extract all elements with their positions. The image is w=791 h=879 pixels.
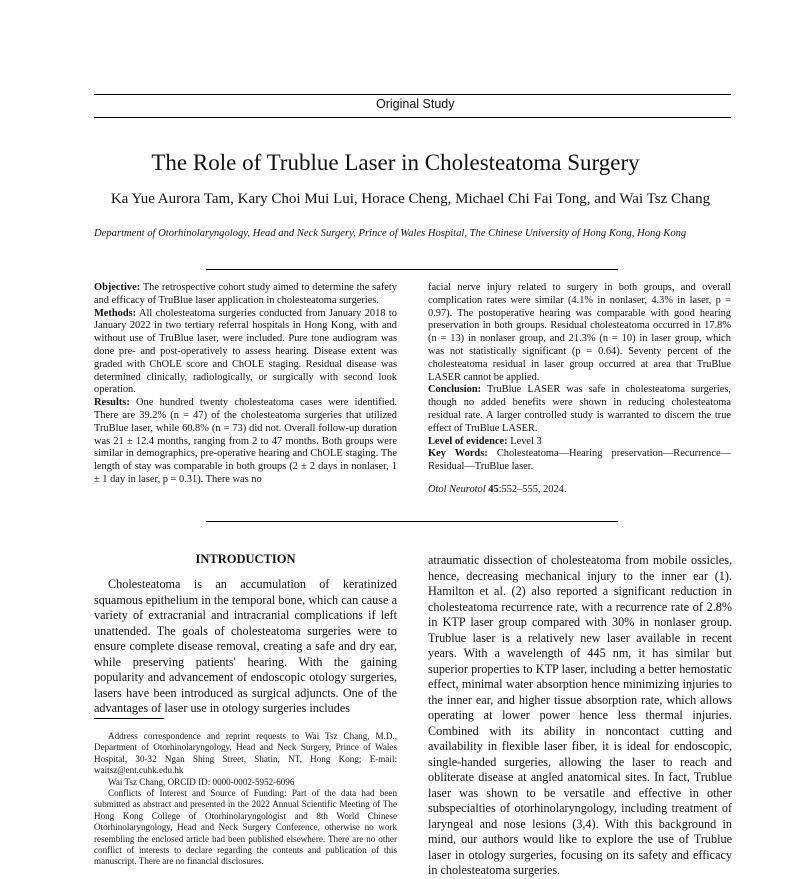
citation [428,484,731,497]
keywords-label: Key Words: [428,448,488,460]
introduction-left-column [94,577,397,717]
article-title: The Role of Trublue Laser in Cholesteatoma Surgery [151,150,640,175]
methods-label: Methods: [94,307,137,319]
intro-paragraph-left: Cholesteatoma is an accumulation of keratinized squamous epithelium in the temporal bone, which can cause a variety of extracranial and intracranial complications if left unattended. The goals of cholesteatoma surgeries were to ensure complete disease removal, creating a safe and dry ear, while preserving patients' hearing. With the gaining popularity and advancement of endoscopic otology surgeries, lasers have been introduced as surgical adjuncts. One of the advantages of laser use in otology surgeries includes [94,577,397,715]
results-text: One hundred twenty cholesteatoma cases were identified. There are 39.2% (n = 47) of the cholesteatoma surgeries that utilized TruBlue laser, while 60.8% (n = 73) did not. Overall follow-up duration was 21 ± 12.4 months, ranging from 2 to 47 months. Both groups were similar in demographics, pre-operative hearing and ChOLE staging. The length of stay was comparable in both groups (2 ± 2 days in nonlaser, 1 ± 1 day in laser, p = 0.31). There was no [94,397,397,485]
methods-text: All cholesteatoma surgeries conducted from January 2018 to January 2022 in two tertiary referral hospitals in Hong Kong, with and without use of TruBlue laser, were included. Pure tone audiogram was done pre- and post-operatively to assess hearing. Disease extent was graded with ChOLE score and ChOLE staging. Residual disease was determined clinically, radiologically, or surgically with second look operation. [94,307,397,396]
abstract-conclusion [428,384,731,435]
abstract-top-rule [206,269,618,270]
introduction-right-column [428,553,732,879]
abstract-keywords [428,448,731,474]
abstract-objective [94,282,397,308]
level-label: Level of evidence: [428,435,508,447]
results-label: Results: [94,397,130,409]
section-label: Original Study [376,97,455,111]
abstract-level [428,436,731,449]
abstract-right-column [428,282,731,497]
objective-label: Objective: [94,282,141,293]
abstract-bottom-rule [206,521,618,522]
footnote-rule [94,718,164,719]
orcid-note: Wai Tsz Chang, ORCID ID: 0000-0002-5952-6096 [108,776,295,787]
abstract-left-column [94,282,397,487]
correspondence-note: Address correspondence and reprint requests to Wai Tsz Chang, M.D., Department of Otorhinolaryngology, Head and Neck Surgery, Prince of Wales Hospital, 30-32 Ngan Shing Street, Shatin, NT, Hong Kong; E-mail: waitsz@ent.cuhk.edu.hk [94,731,397,776]
header-rule [94,94,731,95]
author-list: Ka Yue Aurora Tam, Kary Choi Mui Lui, Horace Cheng, Michael Chi Fai Tong, and Wai Tsz Chang [110,191,711,207]
intro-paragraph-right: atraumatic dissection of cholesteatoma from mobile ossicles, hence, decreasing mechanical injury to the inner ear (1). Hamilton et al. (2) also reported a significant reduction in cholesteatoma recurrence rate, with a recurrence rate of 2.8% in KTP laser group compared with 30% in nonlaser group. Trublue laser is a relatively new laser available in recent years. With a wavelength of 445 nm, it has similar but superior properties to KTP laser, including a better hemostatic effect, minimal water absorption hence minimizing injuries to the inner ear, and higher tissue absorption rate, which allows operating at lower power hence less thermal injuries. Combined with its ability in noncontact cutting and availability in flexible laser fiber, it is ideal for endoscopic, single-handed surgeries, allowing the laser to reach and obliterate disease at angled anatomical sites. In fact, Trublue laser was shown to be versatile and effective in other subspecialties of otorhinolaryngology, including treatment of laryngeal and nose lesions (3,4). With this background in mind, our authors would like to explore the use of Trublue laser in otology surgeries, focusing on its safety and efficacy in cholesteatoma surgeries. [428,553,732,877]
keywords-text: Cholesteatoma—Hearing preservation—Recurrence—Residual—TruBlue laser. [428,448,731,473]
abstract-results-continued: facial nerve injury related to surgery in both groups, and overall complication rates were similar (4.1% in nonlaser, 4.3% in laser, p = 0.97). The postoperative hearing was comparable with good hearing preservation in both groups. Residual cholesteatoma occurred in 17.8% (n = 13) in nonlaser group, and 21.3% (n = 10) in laser group, which was not statistically significant (p = 0.64). Seventy percent of the cholesteatoma residual in laser group occurred at area that TruBlue LASER cannot be applied. [428,282,731,383]
header-bottom-rule [94,117,731,118]
citation-volume: 45 [488,483,499,495]
conclusion-text: TruBlue LASER was safe in cholesteatoma surgeries, though no added benefits were shown in reducing cholesteatoma residual rate. A larger controlled study is warranted to discern the true effect of TruBlue LASER. [428,384,731,434]
conclusion-label: Conclusion: [428,384,482,396]
citation-journal: Otol Neurotol [428,483,486,495]
abstract-methods [94,308,397,398]
conflicts-note: Conflicts of Interest and Source of Funding: Part of the data had been submitted as abstract and presented in the 2022 Annual Scientific Meeting of The Hong Kong College of Otorhinolaryngologist and 8th World Chinese Otorhinolaryngology, Head and Neck Surgery Conference, otherwise no work resembling the enclosed article had been published elsewhere. There are no other conflict of interests to declare regarding the contents and publication of this manuscript. There are no financial disclosures. [94,788,397,867]
introduction-heading: INTRODUCTION [195,552,296,566]
objective-text: The retrospective cohort study aimed to determine the safety and efficacy of TruBlue laser application in cholesteatoma surgeries. [94,282,397,306]
abstract-results [94,397,397,487]
level-text: Level 3 [507,435,542,447]
affiliation: Department of Otorhinolaryngology, Head and Neck Surgery, Prince of Wales Hospital, The Chinese University of Hong Kong, Hong Kong [94,228,687,239]
citation-pages: :552–555, 2024. [498,483,567,495]
footnotes [94,731,397,868]
